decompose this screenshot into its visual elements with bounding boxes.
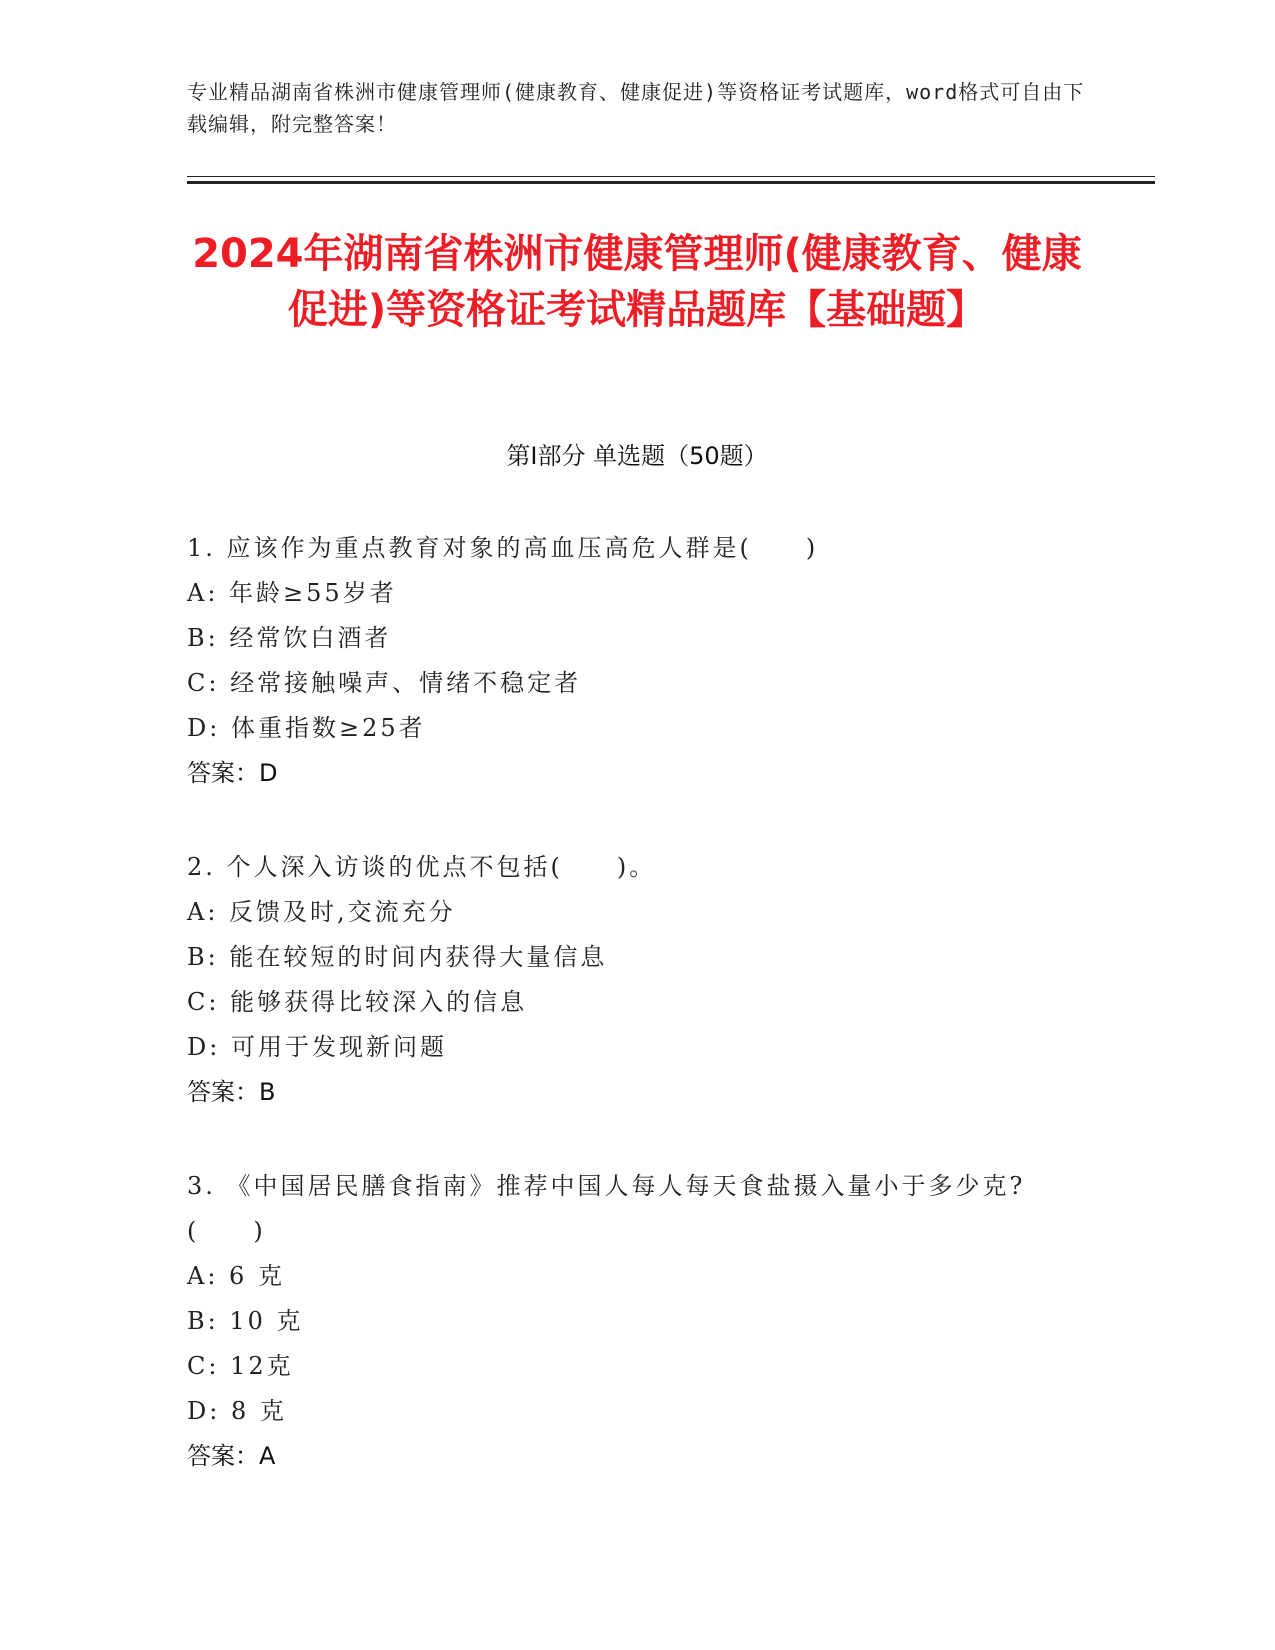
option-d: D: 可用于发现新问题 bbox=[187, 1033, 447, 1061]
option-a: A: 6 克 bbox=[187, 1262, 285, 1290]
option-c: C: 经常接触噪声、情绪不稳定者 bbox=[187, 669, 582, 697]
option-b: B: 经常饮白酒者 bbox=[187, 624, 392, 652]
question-stem: 1. 应该作为重点教育对象的高血压高危人群是( ) bbox=[187, 534, 819, 562]
header-divider-thin bbox=[187, 176, 1155, 177]
option-b: B: 10 克 bbox=[187, 1307, 304, 1335]
answer: 答案：D bbox=[187, 759, 278, 787]
document-title: 2024年湖南省株洲市健康管理师(健康教育、健康促进)等资格证考试精品题库【基础题】 bbox=[192, 231, 1082, 333]
option-a: A: 反馈及时,交流充分 bbox=[187, 898, 456, 926]
option-c: C: 12克 bbox=[187, 1352, 294, 1380]
option-a: A: 年龄≥55岁者 bbox=[187, 579, 397, 607]
question-stem: 2. 个人深入访谈的优点不包括( )。 bbox=[187, 853, 657, 881]
header-note: 专业精品湖南省株洲市健康管理师(健康教育、健康促进)等资格证考试题库，word格式可自由下载编辑，附完整答案！ bbox=[187, 80, 1085, 136]
option-d: D: 体重指数≥25者 bbox=[187, 714, 426, 742]
option-d: D: 8 克 bbox=[187, 1397, 287, 1425]
question-2 bbox=[187, 845, 1087, 1115]
option-c: C: 能够获得比较深入的信息 bbox=[187, 988, 528, 1016]
option-b: B: 能在较短的时间内获得大量信息 bbox=[187, 943, 608, 971]
question-3 bbox=[187, 1164, 1087, 1479]
question-stem: 3. 《中国居民膳食指南》推荐中国人每人每天食盐摄入量小于多少克?( ) bbox=[187, 1172, 1026, 1245]
section-heading: 第Ⅰ部分 单选题（50题） bbox=[506, 442, 768, 470]
header-divider-thick bbox=[187, 181, 1155, 184]
question-1 bbox=[187, 526, 1087, 796]
answer: 答案：A bbox=[187, 1442, 276, 1470]
answer: 答案：B bbox=[187, 1078, 276, 1106]
